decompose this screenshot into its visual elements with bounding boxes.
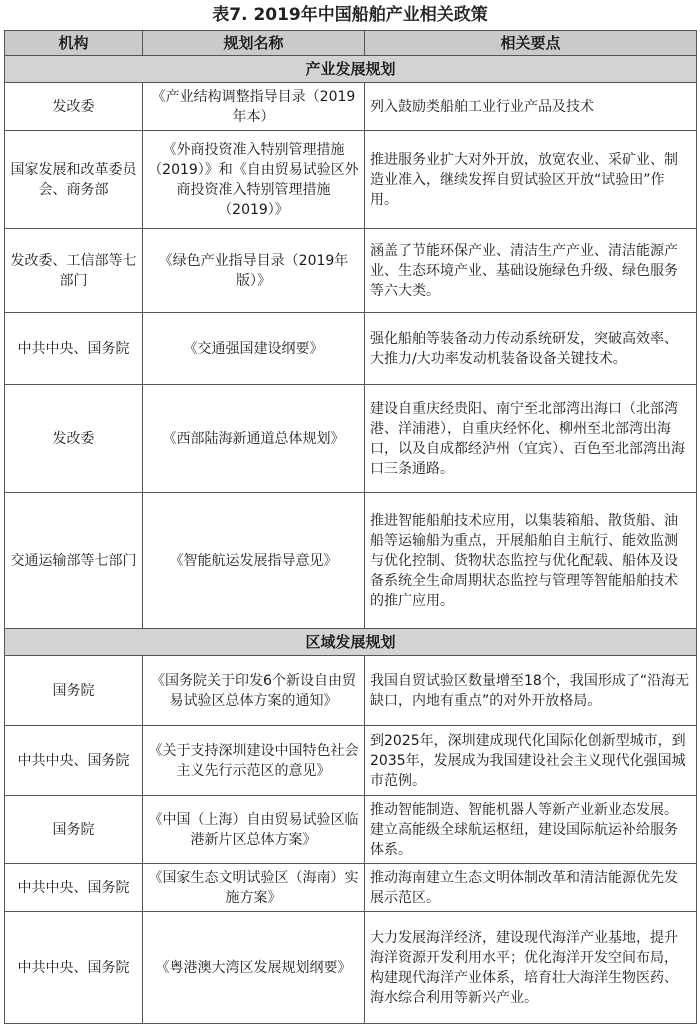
plan-cell: 《中国（上海）自由贸易试验区临港新片区总体方案》 [143,796,365,864]
points-cell: 强化船舶等装备动力传动系统研发，突破高效率、大推力/大功率发动机装备设备关键技术。 [365,313,697,385]
table-row [5,912,697,1024]
points-cell: 我国自贸试验区数量增至18个，我国形成了“沿海无缺口，内地有重点”的对外开放格局。 [365,656,697,726]
table-title: 表7. 2019年中国船舶产业相关政策 [212,5,488,25]
table-row [5,83,697,131]
org-cell: 中共中央、国务院 [5,313,143,385]
points-cell: 涵盖了节能环保产业、清洁生产产业、清洁能源产业、生态环境产业、基础设施绿色升级、绿色服务等六大类。 [365,229,697,313]
plan-cell: 《关于支持深圳建设中国特色社会主义先行示范区的意见》 [143,726,365,796]
table-row [5,385,697,493]
org-cell: 国务院 [5,796,143,864]
table-row [5,493,697,629]
points-cell: 列入鼓励类船舶工业行业产品及技术 [365,83,697,131]
plan-cell: 《粤港澳大湾区发展规划纲要》 [143,912,365,1024]
plan-cell: 《外商投资准入特别管理措施（2019）》和《自由贸易试验区外商投资准入特别管理措施（2019）》 [143,131,365,229]
header-points: 相关要点 [365,31,697,56]
points-cell: 大力发展海洋经济，建设现代海洋产业基地，提升海洋资源开发利用水平；优化海洋开发空间布局，构建现代海洋产业体系，培育壮大海洋生物医药、海水综合利用等新兴产业。 [365,912,697,1024]
header-plan: 规划名称 [143,31,365,56]
org-cell: 中共中央、国务院 [5,864,143,912]
plan-cell: 《西部陆海新通道总体规划》 [143,385,365,493]
org-cell: 中共中央、国务院 [5,912,143,1024]
policy-table [4,30,697,1024]
points-cell: 到2025年，深圳建成现代化国际化创新型城市，到2035年，发展成为我国建设社会主义现代化强国城市范例。 [365,726,697,796]
org-cell: 国务院 [5,656,143,726]
section-row-regional [5,629,697,656]
org-cell: 发改委、工信部等七部门 [5,229,143,313]
points-cell: 推进服务业扩大对外开放，放宽农业、采矿业、制造业准入，继续发挥自贸试验区开放“试验田”作用。 [365,131,697,229]
section-title: 区域发展规划 [5,629,697,656]
table-row [5,131,697,229]
plan-cell: 《国家生态文明试验区（海南）实施方案》 [143,864,365,912]
org-cell: 发改委 [5,385,143,493]
plan-cell: 《交通强国建设纲要》 [143,313,365,385]
points-cell: 推进智能船舶技术应用，以集装箱船、散货船、油船等运输船为重点，开展船舶自主航行、能效监测与优化控制、货物状态监控与优化配载、船体及设备系统全生命周期状态监控与管理等智能船舶技术的推广应用。 [365,493,697,629]
points-cell: 推动海南建立生态文明体制改革和清洁能源优先发展示范区。 [365,864,697,912]
org-cell: 发改委 [5,83,143,131]
header-org: 机构 [5,31,143,56]
table-row [5,796,697,864]
header-row [5,31,697,56]
table-row [5,726,697,796]
section-title: 产业发展规划 [5,56,697,83]
plan-cell: 《绿色产业指导目录（2019年版）》 [143,229,365,313]
plan-cell: 《产业结构调整指导目录（2019年本） [143,83,365,131]
points-cell: 建设自重庆经贵阳、南宁至北部湾出海口（北部湾港、洋浦港），自重庆经怀化、柳州至北部湾出海口，以及自成都经泸州（宜宾）、百色至北部湾出海口三条通路。 [365,385,697,493]
plan-cell: 《智能航运发展指导意见》 [143,493,365,629]
table-row [5,229,697,313]
plan-cell: 《国务院关于印发6个新设自由贸易试验区总体方案的通知》 [143,656,365,726]
table-row [5,656,697,726]
org-cell: 国家发展和改革委员会、商务部 [5,131,143,229]
org-cell: 中共中央、国务院 [5,726,143,796]
points-cell: 推动智能制造、智能机器人等新产业新业态发展。建立高能级全球航运枢纽，建设国际航运补给服务体系。 [365,796,697,864]
table-row [5,313,697,385]
section-row-industry [5,56,697,83]
org-cell: 交通运输部等七部门 [5,493,143,629]
table-row [5,864,697,912]
